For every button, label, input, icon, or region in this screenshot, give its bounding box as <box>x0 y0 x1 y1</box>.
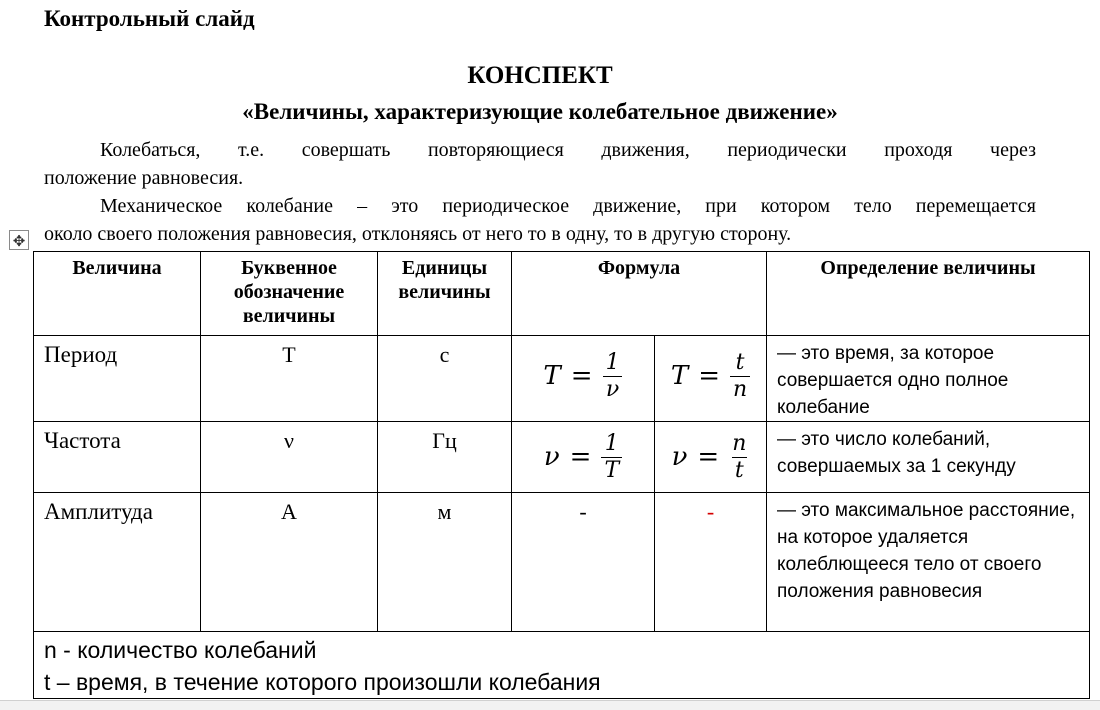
formula-fraction: $\frac{t}{n}$ <box>730 350 750 403</box>
paragraph-1-rest: положение равновесия. <box>44 167 244 189</box>
paragraph-2-line-1: Механическое колебание – это периодическое движение, при котором тело перемещается <box>100 195 1036 217</box>
cell-unit: Гц <box>378 422 512 493</box>
cell-formula-2 <box>655 493 767 632</box>
cell-name: Амплитуда <box>34 493 201 632</box>
table-move-handle-icon[interactable]: ✥ <box>9 230 29 250</box>
footnote-t: t – время, в течение которого произошли колебания <box>44 669 601 695</box>
formula-period-frequency: T = $\frac{1}{\nu}$ <box>512 336 654 416</box>
quantities-table <box>33 251 1090 699</box>
page-subtitle: «Величины, характеризующие колебательное движение» <box>242 99 838 124</box>
table-header-row <box>34 252 1090 336</box>
slide-heading: Контрольный слайд <box>44 6 255 31</box>
cell-name: Период <box>34 336 201 422</box>
paragraph-1-line-1: Колебаться, т.е. совершать повторяющиеся движения, периодически проходя через <box>100 139 1036 161</box>
formula-period-count: T = $\frac{t}{n}$ <box>655 336 766 416</box>
table-row-period <box>34 336 1090 422</box>
formula-lhs: T <box>543 361 561 391</box>
formula-lhs: ν <box>543 442 560 472</box>
paragraph-1 <box>44 136 1036 192</box>
cell-formula-1 <box>512 336 655 422</box>
cell-symbol: T <box>201 336 378 422</box>
formula-frequency-count: ν = $\frac{n}{t}$ <box>655 422 766 492</box>
cell-definition: — это число колебаний, совершаемых за 1 секунду <box>767 422 1090 493</box>
formula-lhs: ν <box>671 442 688 472</box>
formula-fraction: $\frac{1}{T}$ <box>601 431 622 484</box>
formula-fraction: $\frac{1}{\nu}$ <box>603 350 623 403</box>
cell-formula-2 <box>655 422 767 493</box>
footnotes-cell <box>34 632 1090 699</box>
cell-definition: — это время, за которое совершается одно полное колебание <box>767 336 1090 422</box>
cell-formula-1 <box>512 422 655 493</box>
cell-unit: м <box>378 493 512 632</box>
formula-lhs: T <box>670 361 689 391</box>
table-footnote-row <box>34 632 1090 699</box>
header-symbol: Буквенное обозначение величины <box>201 252 378 336</box>
formula-frequency-period: ν = $\frac{1}{T}$ <box>512 422 654 492</box>
cell-unit: с <box>378 336 512 422</box>
cell-symbol: ν <box>201 422 378 493</box>
cell-name: Частота <box>34 422 201 493</box>
table-row-amplitude <box>34 493 1090 632</box>
formula-dash-red: - <box>706 499 715 524</box>
header-units: Единицы величины <box>378 252 512 336</box>
footnote-n: n - количество колебаний <box>44 637 317 663</box>
paragraph-2 <box>44 192 1036 248</box>
cell-formula-2 <box>655 336 767 422</box>
formula-dash: - <box>579 499 587 524</box>
cell-formula-1 <box>512 493 655 632</box>
header-definition: Определение величины <box>767 252 1090 336</box>
paragraph-2-rest: около своего положения равновесия, отклоняясь от него то в одну, то в другую сторону. <box>44 223 792 245</box>
cell-symbol: А <box>201 493 378 632</box>
page-title: КОНСПЕКТ <box>467 62 613 89</box>
table-row-frequency <box>34 422 1090 493</box>
header-formula: Формула <box>512 252 767 336</box>
header-quantity: Величина <box>34 252 201 336</box>
cell-definition: — это максимальное расстояние, на которое удаляется колеблющееся тело от своего положения равновесия <box>767 493 1090 632</box>
formula-fraction: $\frac{n}{t}$ <box>732 430 747 483</box>
